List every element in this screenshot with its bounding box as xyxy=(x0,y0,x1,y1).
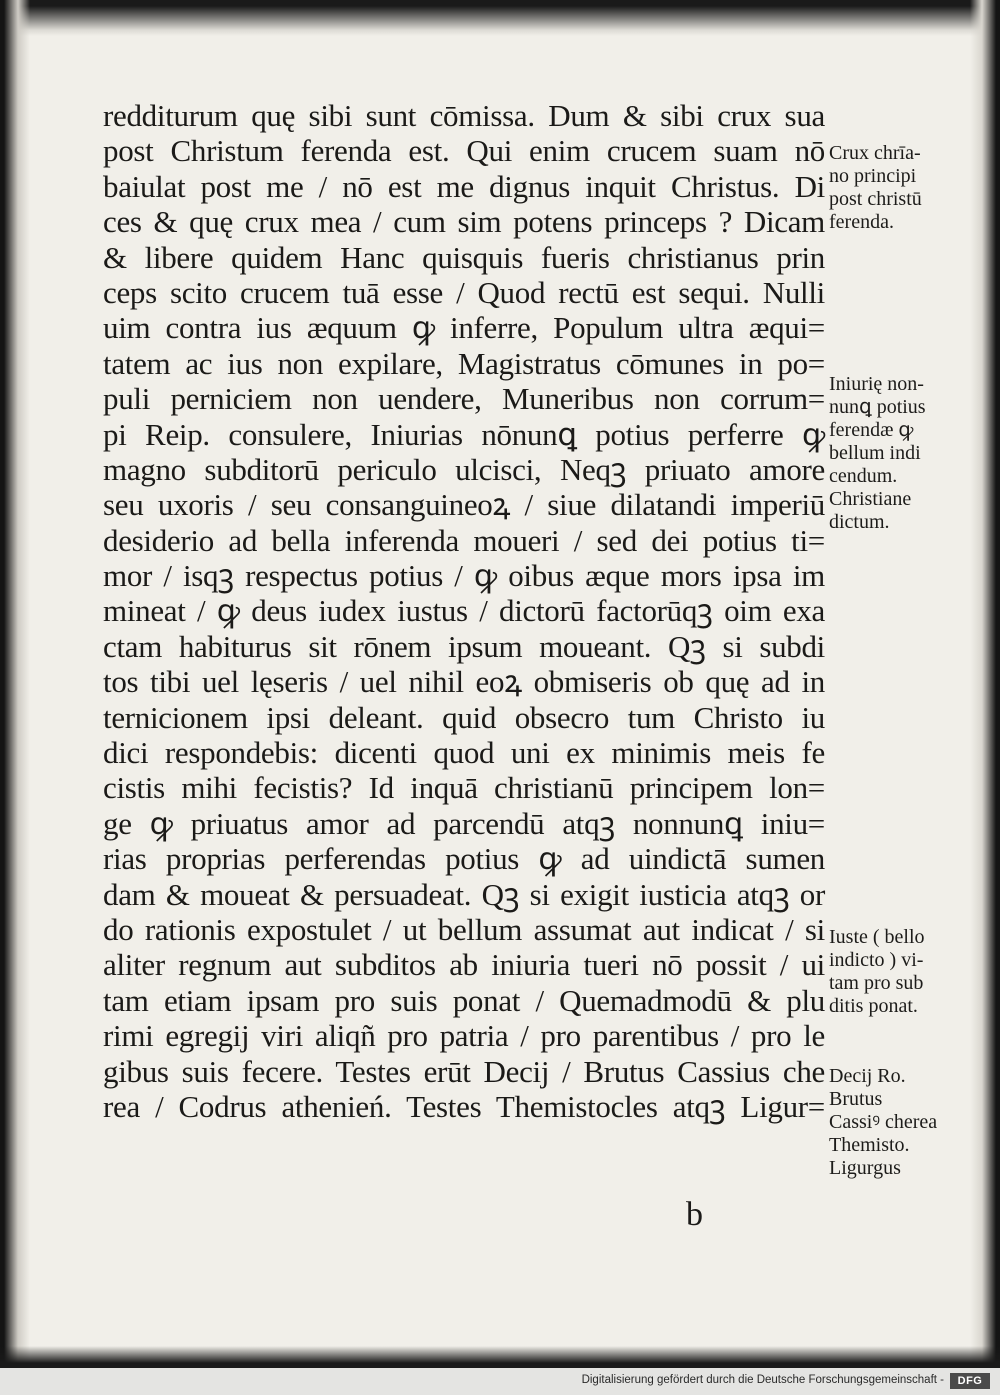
text-line: dam & moueat & persuadeat. Qꝫ si exigit iusticia atqꝫ or xyxy=(103,876,825,912)
text-line: rias proprias perferendas potius ꝙ ad uindictā sumen xyxy=(103,841,825,877)
text-line: magno subditorū periculo ulcisci, Neqꝫ priuato amore xyxy=(103,451,825,487)
footer-banner xyxy=(0,1368,1000,1395)
text-line: tam etiam ipsam pro suis ponat / Quemadmodū & plu xyxy=(103,982,825,1018)
margin-note-line: Christiane xyxy=(829,488,912,510)
text-line: aliter regnum aut subditos ab iniuria tueri nō possit / ui xyxy=(103,947,825,983)
text-line: & libere quidem Hanc quisquis fueris christianus prin xyxy=(103,239,825,275)
page-edge-top xyxy=(0,0,1000,36)
margin-note-iuste xyxy=(829,926,979,1018)
text-line: post Christum ferenda est. Qui enim crucem suam nō xyxy=(103,133,825,169)
text-line: gibus suis fecere. Testes erūt Decij / Brutus Cassius che xyxy=(103,1053,825,1089)
signature-mark: b xyxy=(686,1196,703,1233)
text-line: desiderio ad bella inferenda moueri / sed dei potius ti= xyxy=(103,522,825,558)
text-line: ceps scito crucem tuā esse / Quod rectū est sequi. Nulli xyxy=(103,274,825,310)
text-line: pi Reip. consulere, Iniurias nōnunꝗ potius perferre ꝙ xyxy=(103,416,825,452)
margin-note-line: Brutus xyxy=(829,1088,883,1110)
text-line: mineat / ꝙ deus iudex iustus / dictorū factorūqꝫ oim exa xyxy=(103,593,825,629)
text-line: do rationis expostulet / ut bellum assumat aut indicat / si xyxy=(103,911,825,947)
margin-note-line: post christū xyxy=(829,188,922,210)
text-line: ternicionem ipsi deleant. quid obsecro tum Christo iu xyxy=(103,699,825,735)
margin-note-line: dictum. xyxy=(829,511,890,533)
margin-note-iniuriae xyxy=(829,373,979,534)
margin-note-line: bellum indi xyxy=(829,442,921,464)
text-line: baiulat post me / nō est me dignus inquit Christus. Di xyxy=(103,168,825,204)
margin-note-line: ferendæ ꝙ xyxy=(829,419,914,441)
margin-note-line: Iniurię non- xyxy=(829,373,924,395)
margin-note-line: Themisto. xyxy=(829,1134,910,1156)
margin-note-line: Iuste ( bello xyxy=(829,926,925,948)
margin-note-line: nunꝗ potius xyxy=(829,396,926,418)
text-line: puli perniciem non uendere, Muneribus non corrum= xyxy=(103,381,825,417)
margin-note-line: ditis ponat. xyxy=(829,995,918,1017)
text-line: cistis mihi fecistis? Id inquā christianū principem lon= xyxy=(103,770,825,806)
page-edge-bottom xyxy=(0,1346,1000,1368)
margin-note-names xyxy=(829,1065,979,1180)
margin-note-line: Crux chrīa- xyxy=(829,142,921,164)
footer-credit: Digitalisierung gefördert durch die Deutsche Forschungsgemeinschaft - xyxy=(581,1374,944,1386)
text-line: tos tibi uel lęseris / uel nihil eoꝝ obmiseris ob quę ad in xyxy=(103,664,825,700)
margin-note-line: Cassiꝰ cherea xyxy=(829,1111,938,1133)
text-line: dici respondebis: dicenti quod uni ex minimis meis fe xyxy=(103,735,825,771)
margin-note-line: tam pro sub xyxy=(829,972,924,994)
margin-note-line: no principi xyxy=(829,165,917,187)
text-line: mor / isqꝫ respectus potius / ꝙ oibus æque mors ipsa im xyxy=(103,558,825,594)
margin-note-line: cendum. xyxy=(829,465,898,487)
margin-note-line: Ligurgus xyxy=(829,1157,901,1179)
text-line: rimi egregij viri aliqñ pro patria / pro parentibus / pro le xyxy=(103,1018,825,1054)
text-line: redditurum quę sibi sunt cōmissa. Dum & sibi crux sua xyxy=(103,98,825,133)
text-line: uim contra ius æquum ꝙ inferre, Populum ultra æqui= xyxy=(103,310,825,346)
text-line: ces & quę crux mea / cum sim potens princeps ? Dicam xyxy=(103,204,825,240)
margin-note-line: Decij Ro. xyxy=(829,1065,906,1087)
main-text-column xyxy=(103,98,825,1124)
margin-note-line: ferenda. xyxy=(829,211,894,233)
page-edge-left xyxy=(0,0,30,1368)
text-line: ctam habiturus sit rōnem ipsum moueant. Qꝫ si subdi xyxy=(103,628,825,664)
text-line: tatem ac ius non expilare, Magistratus cōmunes in po= xyxy=(103,345,825,381)
text-line: rea / Codrus athenień. Testes Themistocles atqꝫ Ligur= xyxy=(103,1088,825,1124)
margin-note-line: indicto ) vi- xyxy=(829,949,924,971)
text-line: seu uxoris / seu consanguineoꝝ / siue dilatandi imperiū xyxy=(103,487,825,523)
text-line: ge ꝙ priuatus amor ad parcendū atqꝫ nonnunꝗ iniu= xyxy=(103,805,825,841)
dfg-logo: DFG xyxy=(950,1373,990,1389)
margin-note-crux xyxy=(829,142,979,234)
